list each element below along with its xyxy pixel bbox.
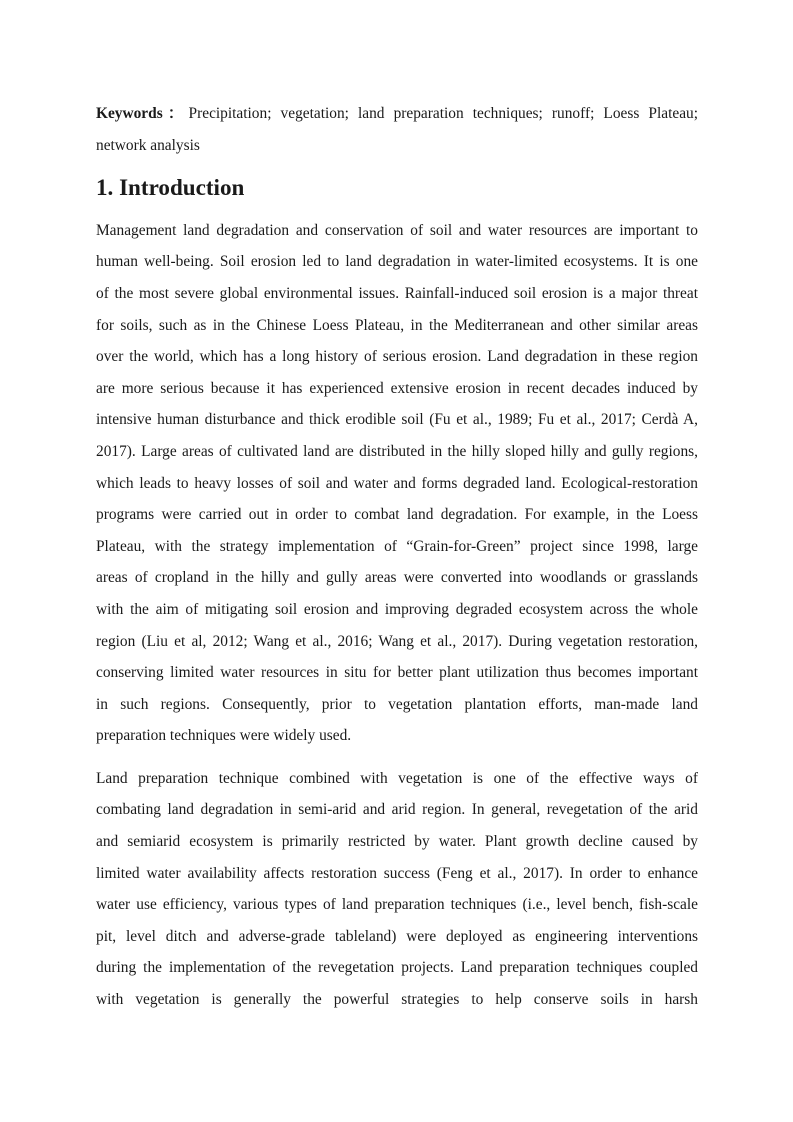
paragraph-line: in such regions. Consequently, prior to vegetation plantation efforts, man-made land <box>96 695 698 713</box>
paper-page <box>96 98 698 1016</box>
paragraph-line: areas of cropland in the hilly and gully areas were converted into woodlands or grasslands <box>96 569 698 587</box>
paragraph-line: which leads to heavy losses of soil and water and forms degraded land. Ecological-restoration <box>96 474 698 492</box>
paragraph-line: Plateau, with the strategy implementation of “Grain-for-Green” project since 1998, large <box>96 537 698 555</box>
paragraph-line: preparation techniques were widely used. <box>96 727 352 745</box>
paragraph-line: conserving limited water resources in situ for better plant utilization thus becomes important <box>96 664 698 682</box>
paragraph-line: Land preparation technique combined with vegetation is one of the effective ways of <box>96 769 698 787</box>
paragraph-line: human well-being. Soil erosion led to land degradation in water-limited ecosystems. It is one <box>96 253 698 271</box>
paragraph-line: region (Liu et al, 2012; Wang et al., 2016; Wang et al., 2017). During vegetation restoration, <box>96 632 698 650</box>
paragraph-line: Management land degradation and conservation of soil and water resources are important to <box>96 221 698 239</box>
keywords-block <box>96 98 698 161</box>
keywords-text: Precipitation; vegetation; land preparation techniques; runoff; Loess Plateau; <box>188 105 698 122</box>
paragraph-line: intensive human disturbance and thick erodible soil (Fu et al., 1989; Fu et al., 2017; Cerdà A, <box>96 411 698 429</box>
paragraph-2 <box>96 763 698 1016</box>
paragraph-line: water use efficiency, various types of land preparation techniques (i.e., level bench, fish-scale <box>96 896 698 914</box>
keywords-line-1 <box>96 98 698 130</box>
paragraph-line: are more serious because it has experienced extensive erosion in recent decades induced by <box>96 379 698 397</box>
paragraph-line: pit, level ditch and adverse-grade tableland) were deployed as engineering interventions <box>96 927 698 945</box>
paragraph-line: combating land degradation in semi-arid and arid region. In general, revegetation of the arid <box>96 801 698 819</box>
paragraph-line: programs were carried out in order to combat land degradation. For example, in the Loess <box>96 506 698 524</box>
keywords-label: Keywords： <box>96 105 189 122</box>
paragraph-line: over the world, which has a long history of serious erosion. Land degradation in these region <box>96 348 698 366</box>
paragraph-line: with vegetation is generally the powerful strategies to help conserve soils in harsh <box>96 991 698 1009</box>
keywords-line-2: network analysis <box>96 136 200 154</box>
paragraph-line: for soils, such as in the Chinese Loess Plateau, in the Mediterranean and other similar areas <box>96 316 698 334</box>
paragraph-line: with the aim of mitigating soil erosion and improving degraded ecosystem across the whole <box>96 600 698 618</box>
paragraph-line: of the most severe global environmental issues. Rainfall-induced soil erosion is a major threat <box>96 284 698 302</box>
paragraph-1 <box>96 215 698 752</box>
paragraph-line: limited water availability affects restoration success (Feng et al., 2017). In order to enhance <box>96 864 698 882</box>
section-heading: 1. Introduction <box>96 174 245 201</box>
paragraph-line: and semiarid ecosystem is primarily restricted by water. Plant growth decline caused by <box>96 833 698 851</box>
paragraph-line: during the implementation of the revegetation projects. Land preparation techniques coupled <box>96 959 698 977</box>
paragraph-line: 2017). Large areas of cultivated land are distributed in the hilly sloped hilly and gully regions, <box>96 442 698 460</box>
